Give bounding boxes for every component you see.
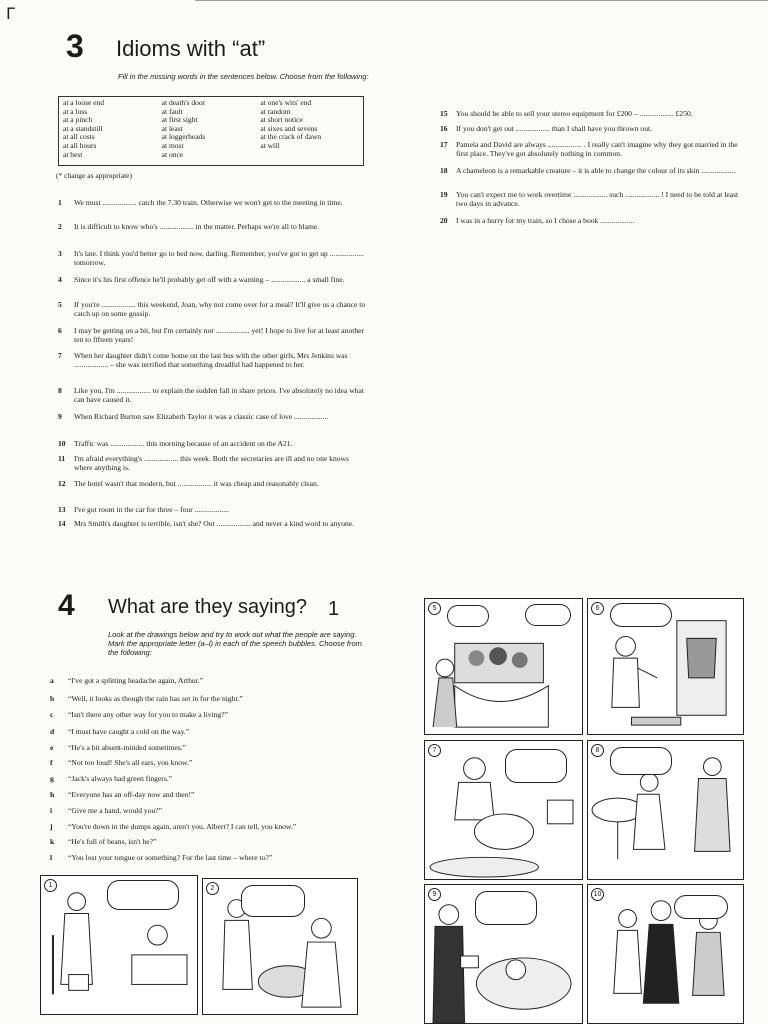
- question-text: A chameleon is a remarkable creature – it is able to change the colour of its skin ..................: [456, 166, 736, 175]
- speech-bubble[interactable]: [241, 885, 305, 917]
- question-item: [58, 326, 366, 344]
- saying-item: [50, 837, 370, 846]
- section-4-title-suffix: 1: [328, 598, 340, 620]
- speech-bubble[interactable]: [447, 605, 489, 627]
- question-item: [58, 249, 366, 267]
- question-number: 4: [58, 275, 62, 284]
- cartoon-panel: [40, 875, 198, 1015]
- saying-letter: a: [50, 676, 54, 685]
- idiom-list-box: [58, 96, 364, 166]
- question-number: 5: [58, 300, 62, 309]
- question-number: 8: [58, 386, 62, 395]
- question-item: [58, 300, 366, 318]
- question-text: If you don't get out .................. than I shall have you thrown out.: [456, 124, 653, 133]
- question-item: [58, 351, 366, 369]
- change-note: (* change as appropriate): [56, 171, 133, 180]
- idiom: at all hours: [63, 140, 97, 150]
- saying-text: “I've got a splitting headache again, Arthur.”: [68, 676, 204, 685]
- question-number: 10: [58, 439, 66, 448]
- question-item: [58, 275, 366, 284]
- question-number: 3: [58, 249, 62, 258]
- panel-number: 6: [591, 602, 604, 615]
- question-number: 6: [58, 326, 62, 335]
- corner-mark: Γ: [6, 4, 15, 23]
- question-number: 19: [440, 190, 448, 199]
- question-text: When Richard Burton saw Elizabeth Taylor it was a classic case of love ..................: [74, 412, 329, 421]
- idiom: at a loss: [63, 106, 88, 116]
- idiom: at a standstill: [63, 123, 103, 133]
- question-number: 7: [58, 351, 62, 360]
- section-4-number: 4: [58, 589, 75, 622]
- question-text: I'm afraid everything's .................. this week. Both the secretaries are ill and no one knows where anything is.: [74, 454, 349, 472]
- speech-bubble[interactable]: [610, 747, 672, 775]
- saying-item: [50, 758, 370, 767]
- question-text: I was in a hurry for my train, so I chose a book ..................: [456, 216, 635, 225]
- question-item: [440, 190, 750, 208]
- idiom: at least: [161, 123, 183, 133]
- idiom: at all costs: [63, 132, 95, 142]
- top-rule: [195, 0, 768, 1]
- question-number: 13: [58, 505, 66, 514]
- saying-letter: f: [50, 758, 53, 767]
- saying-text: “Jack's always had green fingers.”: [68, 774, 173, 783]
- section-4-instruction: Look at the drawings below and try to work out what the people are saying. Mark the appropriate letter (a–l) in each of the speech bubbles. Choose from the following:: [108, 630, 362, 657]
- cartoon-panel: [587, 598, 744, 735]
- question-text: Since it's his first offence he'll probably get off with a warning – .................. a small fine.: [74, 275, 345, 284]
- idiom-column-2: [162, 99, 261, 163]
- saying-letter: e: [50, 743, 54, 752]
- question-item: [58, 439, 366, 448]
- saying-text: “I must have caught a cold on the way.”: [68, 727, 190, 736]
- question-item: [440, 109, 750, 118]
- saying-letter: c: [50, 710, 54, 719]
- question-number: 17: [440, 140, 448, 149]
- question-item: [58, 519, 366, 528]
- question-text: I may be getting on a bit, but I'm certainly not .................. yet! I hope to live for at least another ten to fifteen years!: [74, 326, 365, 344]
- idiom: at one's wits' end: [260, 98, 312, 107]
- section-3-title: Idioms with “at”: [116, 36, 266, 61]
- saying-item: [50, 694, 370, 703]
- saying-letter: j: [50, 822, 53, 831]
- question-number: 9: [58, 412, 62, 421]
- question-text: It's late. I think you'd better go to bed now, darling. Remember, you've got to get up .................. tomorrow.: [74, 249, 364, 267]
- question-text: If you're .................. this weekend, Joan, why not come over for a meal? It'll give us a chance to catch up on some gossip.: [74, 300, 366, 318]
- section-3-instruction: Fill in the missing words in the sentences below. Choose from the following:: [118, 72, 369, 81]
- idiom: at a pinch: [63, 115, 93, 125]
- saying-item: [50, 822, 370, 831]
- idiom-column-3: [260, 99, 359, 163]
- saying-letter: l: [50, 853, 53, 862]
- question-text: The hotel wasn't that modern, but .................. it was cheap and reasonably clean.: [74, 479, 319, 488]
- idiom: at will: [260, 140, 280, 150]
- idiom: at most: [161, 140, 184, 150]
- idiom: at once: [161, 149, 184, 159]
- question-text: We must .................. catch the 7.30 train. Otherwise we won't get to the meeting in time.: [74, 198, 343, 207]
- saying-item: [50, 853, 370, 862]
- saying-item: [50, 774, 370, 783]
- question-number: 15: [440, 109, 448, 118]
- section-4-title: What are they saying?: [108, 596, 307, 618]
- question-text: It is difficult to know who's .................. in the matter. Perhaps we're all to blame.: [74, 222, 320, 231]
- question-item: [58, 386, 366, 404]
- question-item: [58, 454, 366, 472]
- saying-text: “You lost your tongue or something? For the last time – where to?”: [68, 853, 273, 862]
- question-item: [440, 124, 750, 133]
- cartoon-panel: [424, 884, 583, 1024]
- idiom: at loggerheads: [161, 132, 206, 142]
- saying-item: [50, 743, 370, 752]
- idiom-column-1: [63, 99, 162, 163]
- question-text: You can't expect me to work overtime .................. such .................. ! I need to be told at least two days in advance.: [456, 190, 739, 208]
- question-number: 11: [58, 454, 66, 463]
- question-item: [440, 140, 750, 158]
- saying-text: “Well, it looks as though the rain has set in for the night.”: [68, 694, 243, 703]
- question-text: Like you, I'm .................. to explain the sudden fall in share prices. I've absolutely no idea what can have caused it.: [74, 386, 364, 404]
- cartoon-panel: [424, 740, 583, 880]
- speech-bubble[interactable]: [610, 603, 672, 627]
- speech-bubble[interactable]: [525, 604, 571, 626]
- section-3-number: 3: [66, 28, 84, 64]
- saying-text: “He's a bit absent-minded sometimes.”: [68, 743, 186, 752]
- panel-number: 8: [591, 744, 604, 757]
- idiom: at a loose end: [63, 98, 105, 107]
- panel-number: 1: [44, 879, 57, 892]
- saying-text: “He's full of beans, isn't he?”: [68, 837, 157, 846]
- panel-number: 9: [428, 888, 441, 901]
- idiom: at short notice: [260, 115, 303, 125]
- speech-bubble[interactable]: [107, 880, 179, 910]
- cartoon-panel: [587, 884, 744, 1024]
- question-text: Pamela and David are always .................. . I really can't imagine why they got married in the first place. They've got absolutely nothing in common.: [456, 140, 738, 158]
- question-text: When her daughter didn't come home on the last bus with the other girls, Mrs Jenkins was .................. – she was terrified that something dreadful had happened to her.: [74, 351, 348, 369]
- question-text: Mrs Smith's daughter is terrible, isn't she? Out .................. and never a kind word to anyone.: [74, 519, 355, 528]
- question-text: You should be able to sell your stereo equipment for £200 – .................. £250.: [456, 109, 693, 118]
- question-number: 14: [58, 519, 66, 528]
- idiom: at best: [63, 149, 83, 159]
- question-number: 12: [58, 479, 66, 488]
- speech-bubble[interactable]: [674, 895, 728, 919]
- question-item: [58, 479, 366, 488]
- panel-number: 10: [591, 888, 604, 901]
- saying-item: [50, 790, 370, 799]
- idiom: at the crack of dawn: [260, 132, 322, 142]
- question-number: 20: [440, 216, 448, 225]
- saying-text: “Not too loud! She's all ears, you know.”: [68, 758, 193, 767]
- panel-number: 2: [206, 882, 219, 895]
- question-item: [440, 166, 750, 175]
- saying-text: “Give me a hand, would you?”: [68, 806, 163, 815]
- saying-letter: d: [50, 727, 55, 736]
- question-text: Traffic was .................. this morning because of an accident on the A21.: [74, 439, 293, 448]
- saying-item: [50, 676, 370, 685]
- question-number: 2: [58, 222, 62, 231]
- saying-letter: g: [50, 774, 54, 783]
- saying-letter: h: [50, 790, 55, 799]
- panel-number: 7: [428, 744, 441, 757]
- cartoon-panel: [587, 740, 744, 880]
- question-number: 1: [58, 198, 62, 207]
- panel-number: 5: [428, 602, 441, 615]
- saying-letter: b: [50, 694, 55, 703]
- saying-text: “You're down in the dumps again, aren't you, Albert? I can tell, you know.”: [68, 822, 297, 831]
- idiom: at first sight: [161, 115, 198, 125]
- saying-text: “Isn't there any other way for you to make a living?”: [68, 710, 228, 719]
- saying-letter: k: [50, 837, 55, 846]
- idiom: at death's door: [161, 98, 206, 107]
- question-item: [58, 198, 366, 207]
- saying-item: [50, 710, 370, 719]
- saying-letter: i: [50, 806, 53, 815]
- question-number: 16: [440, 124, 448, 133]
- question-text: I've got room in the car for three – four ..................: [74, 505, 229, 514]
- speech-bubble[interactable]: [505, 749, 567, 783]
- question-item: [58, 505, 366, 514]
- cartoon-panel: [424, 598, 583, 735]
- question-item: [58, 222, 366, 231]
- question-item: [58, 412, 366, 421]
- question-item: [440, 216, 750, 225]
- cartoon-panel: [202, 878, 358, 1015]
- speech-bubble[interactable]: [475, 891, 537, 925]
- idiom: at sixes and sevens: [260, 123, 318, 133]
- saying-item: [50, 727, 370, 736]
- idiom: at random: [260, 106, 291, 116]
- saying-text: “Everyone has an off-day now and then!”: [68, 790, 195, 799]
- question-number: 18: [440, 166, 448, 175]
- idiom: at fault: [161, 106, 183, 116]
- saying-item: [50, 806, 370, 815]
